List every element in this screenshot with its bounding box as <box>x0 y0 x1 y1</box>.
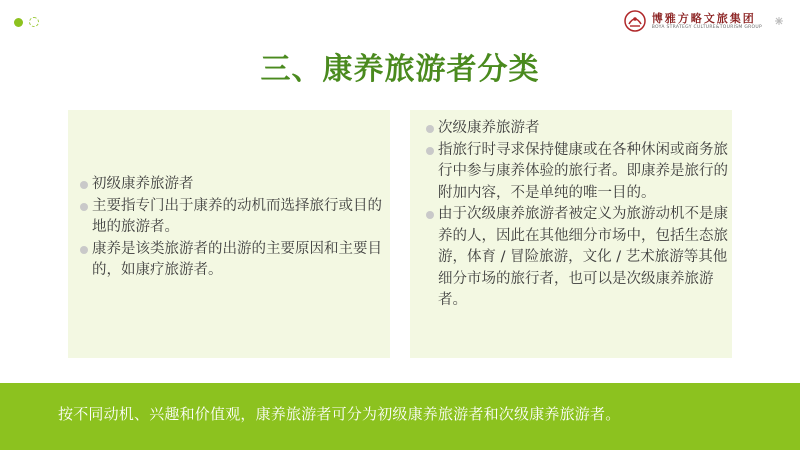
summary-band <box>0 383 800 450</box>
list-item-text: 初级康养旅游者 <box>92 176 194 192</box>
primary-tourist-panel <box>68 110 390 358</box>
list-item-text: 康养是该类旅游者的出游的主要原因和主要目的，如康疗旅游者。 <box>92 240 382 278</box>
primary-tourist-list <box>82 174 382 282</box>
list-item <box>82 196 382 239</box>
list-item <box>428 204 728 312</box>
page-title: 三、康养旅游者分类 <box>260 52 540 87</box>
secondary-tourist-list <box>428 118 728 312</box>
bullet-icon <box>80 181 88 189</box>
company-logo <box>624 10 762 32</box>
list-item-text: 由于次级康养旅游者被定义为旅游动机不是康养的人，因此在其他细分市场中，包括生态旅游，体育 / 冒险旅游，文化 / 艺术旅游等其他细分市场的旅行者，也可以是次级康养旅游者。 <box>438 206 728 308</box>
top-left-decoration <box>14 17 39 27</box>
bullet-icon <box>426 211 434 219</box>
dashed-ring-icon <box>29 17 39 27</box>
top-right-asterisk-icon <box>774 16 784 26</box>
list-item-text: 指旅行时寻求保持健康或在各种休闲或商务旅行中参与康养体验的旅行者。即康养是旅行的附加内容，不是单纯的唯一目的。 <box>438 141 728 201</box>
logo-english-name: BOYA STRATEGY CULTURE&TOURISM GROUP <box>651 24 762 30</box>
list-item <box>82 239 382 282</box>
bullet-icon <box>80 246 88 254</box>
list-item <box>428 140 728 205</box>
list-item <box>428 118 728 140</box>
logo-seal-icon <box>624 10 646 32</box>
summary-text: 按不同动机、兴趣和价值观，康养旅游者可分为初级康养旅游者和次级康养旅游者。 <box>58 405 621 423</box>
secondary-tourist-panel <box>410 110 732 358</box>
bullet-icon <box>426 125 434 133</box>
green-dot-icon <box>14 18 23 27</box>
logo-chinese-name: 博雅方略文旅集团 <box>651 11 756 25</box>
bullet-icon <box>426 147 434 155</box>
bullet-icon <box>80 203 88 211</box>
list-item-text: 主要指专门出于康养的动机而选择旅行或目的地的旅游者。 <box>92 197 382 235</box>
list-item-text: 次级康养旅游者 <box>438 120 540 136</box>
list-item <box>82 174 382 196</box>
